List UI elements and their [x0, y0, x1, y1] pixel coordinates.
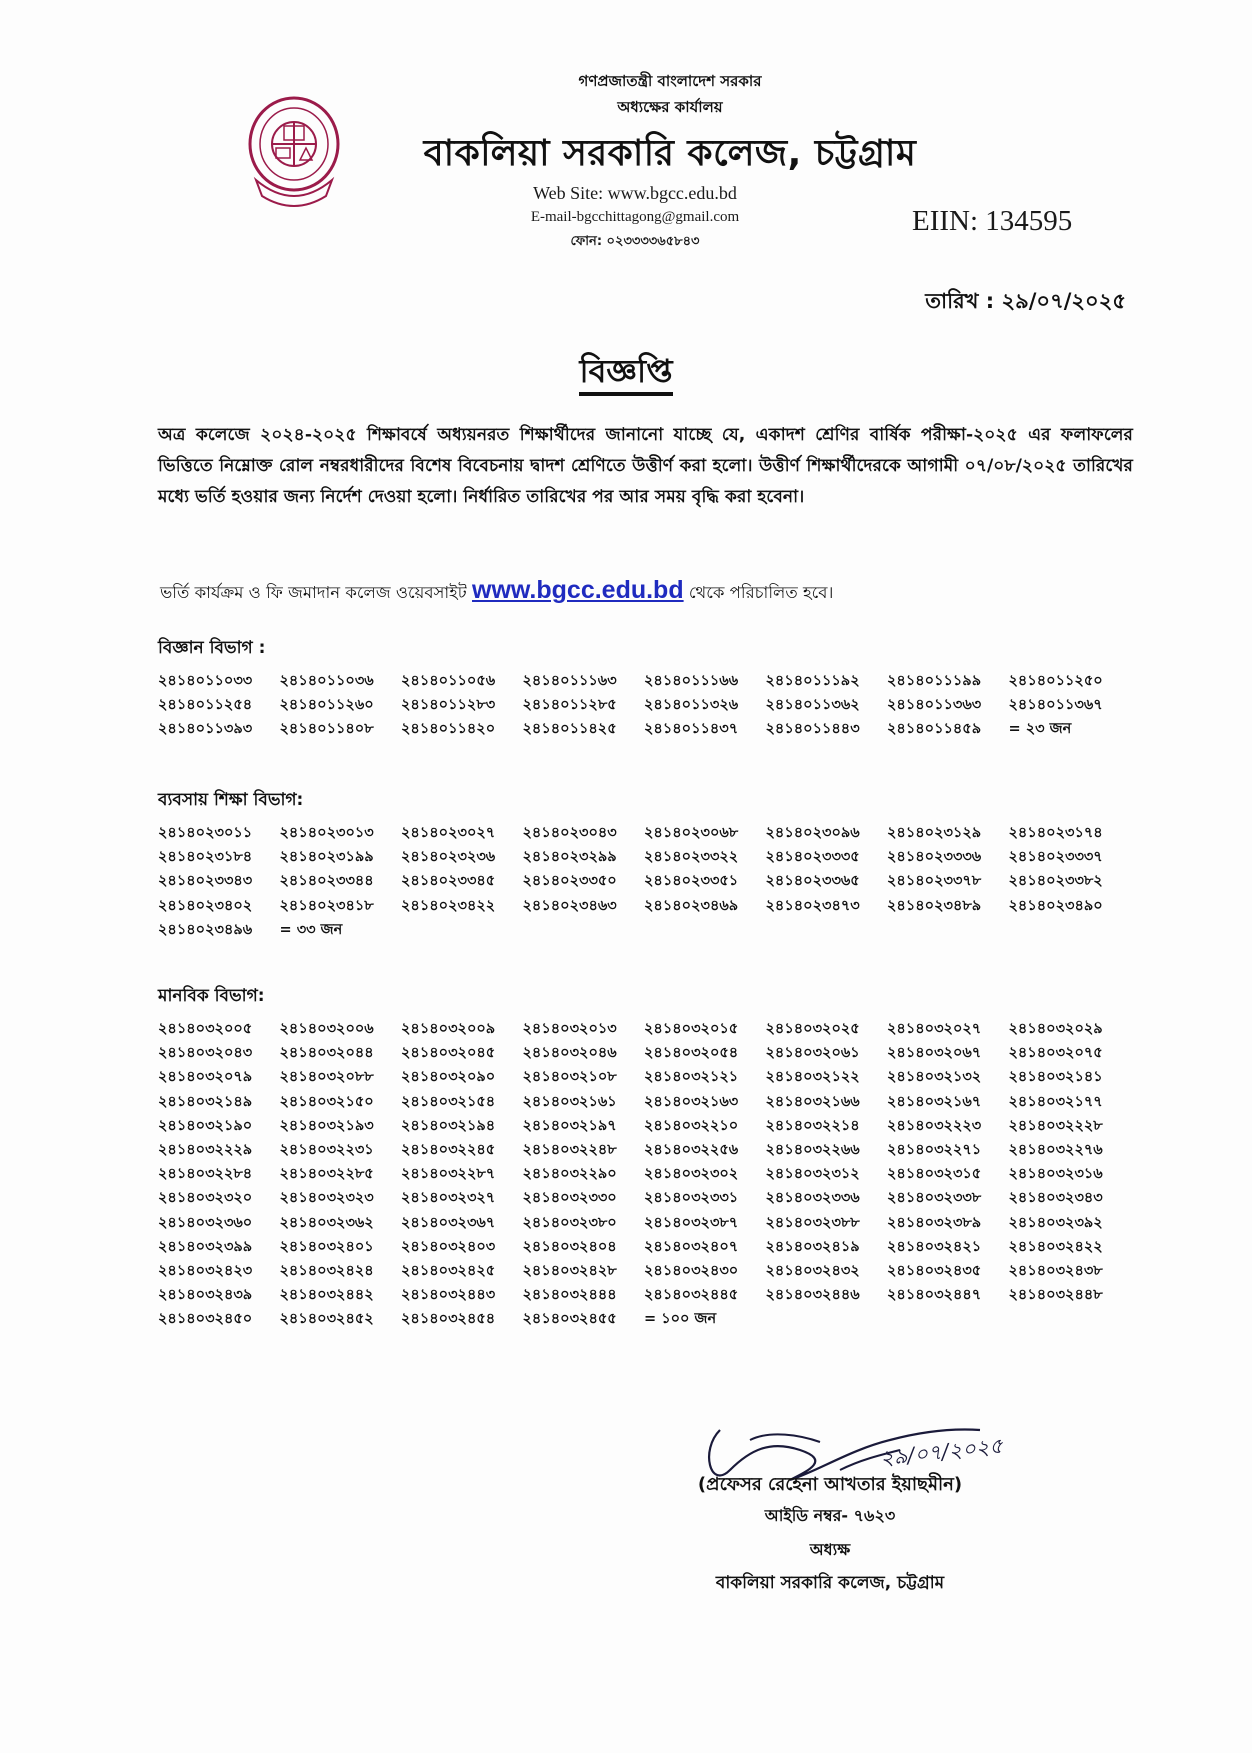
roll-number: ২৪১৪০২৩২৯৯ — [522, 849, 617, 866]
roll-number: ২৪১৪০৩২১৩২ — [887, 1069, 982, 1086]
roll-number: ২৪১৪০৩২৪২২ — [1008, 1238, 1103, 1255]
roll-number: ২৪১৪০১১৩৬৭ — [1008, 697, 1103, 714]
roll-number: ২৪১৪০৩২২৭১ — [887, 1142, 982, 1159]
roll-number: ২৪১৪০১১১৯২ — [765, 673, 860, 689]
roll-number: ২৪১৪০৩২১০৮ — [522, 1069, 617, 1086]
roll-number: ২৪১৪০৩২৪৫৫ — [522, 1311, 617, 1328]
roll-number: ২৪১৪০৩২১৯৩ — [279, 1117, 374, 1134]
roll-number: ২৪১৪০৩২৩৩৬ — [765, 1190, 860, 1207]
roll-number: ২৪১৪০৩২৩৪৩ — [1008, 1190, 1103, 1207]
roll-number: ২৪১৪০৩২০০৬ — [279, 1021, 374, 1037]
roll-number: ২৪১৪০৩২৪১৯ — [765, 1238, 860, 1255]
science-section — [158, 635, 1148, 742]
roll-number: ২৪১৪০৩২৪৩৫ — [887, 1263, 982, 1280]
roll-number: ২৪১৪০২৩০৪৩ — [522, 825, 617, 841]
roll-number: ২৪১৪০৩২৩৮৮ — [765, 1214, 860, 1231]
roll-number: ২৪১৪০৩২২২৮ — [1008, 1117, 1103, 1134]
roll-number: ২৪১৪০৩২২২৯ — [158, 1142, 253, 1159]
roll-number: ২৪১৪০২৩৩৪৩ — [158, 873, 253, 890]
roll-number: ২৪১৪০১১২৫৪ — [158, 697, 253, 714]
roll-number: ২৪১৪০৩২৪৪২ — [279, 1287, 374, 1304]
roll-number: ২৪১৪০৩২৩৮০ — [522, 1214, 617, 1231]
roll-number: ২৪১৪০৩২৩১২ — [765, 1166, 860, 1183]
roll-number: ২৪১৪০৩২১২২ — [765, 1069, 860, 1086]
roll-number: ২৪১৪০৩২৩৬০ — [158, 1214, 253, 1231]
notice-paragraph: অত্র কলেজে ২০২৪-২০২৫ শিক্ষাবর্ষে অধ্যয়নরত শিক্ষার্থীদের জানানো যাচ্ছে যে, একাদশ শ্রেণির বার্ষিক পরীক্ষা-২০২৫ এর ফলাফলের ভিত্তিতে নিম্নোক্ত রোল নম্বরধারীদের বিশেষ বিবেচনায় দ্বাদশ শ্রেণিতে উত্তীর্ণ করা হলো। উত্তীর্ণ শিক্ষার্থীদেরকে আগামী ০৭/০৮/২০২৫ তারিখের মধ্যে ভর্তি হওয়ার জন্য নির্দেশ দেওয়া হলো। নির্ধারিত তারিখের পর আর সময় বৃদ্ধি করা হবেনা। — [158, 425, 1133, 507]
roll-number: ২৪১৪০৩২১৬৭ — [887, 1093, 982, 1110]
government-name: গণপ্রজাতন্ত্রী বাংলাদেশ সরকার — [578, 72, 762, 90]
eiin-number: EIIN: 134595 — [912, 205, 1073, 237]
roll-number: ২৪১৪০২৩৪০২ — [158, 897, 253, 914]
roll-number: ২৪১৪০৩২০০৯ — [401, 1021, 496, 1037]
roll-number: ২৪১৪০৩২০৮৮ — [279, 1069, 374, 1086]
roll-number: ২৪১৪০৩২৪৩০ — [644, 1263, 739, 1280]
roll-number: ২৪১৪০১১৩৬২ — [765, 697, 860, 714]
humanities-roll-list — [158, 1017, 1148, 1332]
roll-number: ২৪১৪০২৩৪১৮ — [279, 897, 374, 914]
roll-number: ২৪১৪০১১০৫৬ — [401, 673, 496, 689]
roll-number: ২৪১৪০৩২২১৪ — [765, 1117, 860, 1134]
signatory-name: (প্রফেসর রেহেনা আখতার ইয়াছমীন) — [697, 1474, 963, 1495]
humanities-total: = ১০০ জন — [644, 1311, 717, 1328]
roll-number: ২৪১৪০৩২০২৯ — [1008, 1021, 1103, 1037]
roll-number: ২৪১৪০৩২৩২৩ — [279, 1190, 374, 1207]
roll-number: ২৪১৪০২৩১৭৪ — [1008, 825, 1103, 841]
roll-number: ২৪১৪০২৩৩৩৭ — [1008, 849, 1103, 866]
roll-number: ২৪১৪০২৩৪৭৩ — [765, 897, 860, 914]
college-seal-icon — [246, 92, 342, 214]
roll-number: ২৪১৪০৩২১৬৩ — [644, 1093, 739, 1110]
roll-number: ২৪১৪০৩২৪৪৩ — [401, 1287, 496, 1304]
roll-number: ২৪১৪০৩২৪২৫ — [401, 1263, 496, 1280]
signatory-designation: অধ্যক্ষ — [809, 1540, 851, 1559]
admission-paragraph — [160, 575, 1120, 608]
website-text: Web Site: www.bgcc.edu.bd — [533, 183, 737, 203]
roll-number: ২৪১৪০১১৩৬৩ — [887, 697, 982, 714]
roll-number: ২৪১৪০৩২৩৩০ — [522, 1190, 617, 1207]
roll-number: ২৪১৪০৩২৪৪৫ — [644, 1287, 739, 1304]
roll-number: ২৪১৪০১১৩৯৩ — [158, 721, 253, 738]
roll-number: ২৪১৪০৩২৪২৮ — [522, 1263, 617, 1280]
roll-number: ২৪১৪০৩২২৪৮ — [522, 1142, 617, 1159]
roll-number: ২৪১৪০৩২১৪৯ — [158, 1093, 253, 1110]
roll-number: ২৪১৪০৩২২৬৬ — [765, 1142, 860, 1159]
college-name: বাকলিয়া সরকারি কলেজ, চট্টগ্রাম — [423, 133, 917, 174]
roll-number: ২৪১৪০২৩১৯৯ — [279, 849, 374, 866]
roll-number: ২৪১৪০৩২১৯০ — [158, 1117, 253, 1134]
roll-number: ২৪১৪০৩২৩২৭ — [401, 1190, 496, 1207]
roll-number: ২৪১৪০১১৪২০ — [401, 721, 496, 738]
signature-date: ২৯/০৭/২০২৫ — [878, 1433, 1005, 1471]
roll-number: ২৪১৪০১১১৬৬ — [644, 673, 739, 689]
roll-number: ২৪১৪০৩২৩১৬ — [1008, 1166, 1103, 1183]
roll-number: ২৪১৪০৩২৪০৪ — [522, 1238, 617, 1255]
roll-number: ২৪১৪০৩২২৯০ — [522, 1166, 617, 1183]
roll-number: ২৪১৪০৩২৩৩১ — [644, 1190, 739, 1207]
signatory-id: আইডি নম্বর- ৭৬২৩ — [764, 1506, 896, 1525]
roll-number: ২৪১৪০২৩৩৫১ — [644, 873, 739, 890]
roll-number: ২৪১৪০৩২৪০৩ — [401, 1238, 496, 1255]
roll-number: ২৪১৪০৩২২৮৫ — [279, 1166, 374, 1183]
business-roll-list — [158, 821, 1148, 942]
roll-number: ২৪১৪০৩২০৭৫ — [1008, 1045, 1103, 1062]
roll-number: ২৪১৪০২৩১৮৪ — [158, 849, 253, 866]
roll-number: ২৪১৪০৩২২৮৪ — [158, 1166, 253, 1183]
roll-number: ২৪১৪০৩২৪৪৬ — [765, 1287, 860, 1304]
roll-number: ২৪১৪০২৩৩৫০ — [522, 873, 617, 890]
roll-number: ২৪১৪০১১৩২৬ — [644, 697, 739, 714]
roll-number: ২৪১৪০৩২৪৪৪ — [522, 1287, 617, 1304]
roll-number: ২৪১৪০৩২৩৩৮ — [887, 1190, 982, 1207]
roll-number: ২৪১৪০৩২৪৫৪ — [401, 1311, 496, 1328]
roll-number: ২৪১৪০৩২৩৯২ — [1008, 1214, 1103, 1231]
roll-number: ২৪১৪০৩২২৭৬ — [1008, 1142, 1103, 1159]
roll-number: ২৪১৪০৩২১৪১ — [1008, 1069, 1103, 1086]
roll-number: ২৪১৪০৩২০৬৭ — [887, 1045, 982, 1062]
roll-number: ২৪১৪০২৩৩৮২ — [1008, 873, 1103, 890]
roll-number: ২৪১৪০২৩৪৮৯ — [887, 897, 982, 914]
roll-number: ২৪১৪০৩২০৪৩ — [158, 1045, 253, 1062]
roll-number: ২৪১৪০২৩৩৪৪ — [279, 873, 374, 890]
roll-number: ২৪১৪০১১২৮৫ — [522, 697, 617, 714]
roll-number: ২৪১৪০১১১৯৯ — [887, 673, 982, 689]
roll-number: ২৪১৪০৩২৩৮৭ — [644, 1214, 739, 1231]
roll-number: ২৪১৪০৩২৪৪৭ — [887, 1287, 982, 1304]
roll-number: ২৪১৪০৩২০৪৪ — [279, 1045, 374, 1062]
roll-number: ২৪১৪০২৩৩৭৮ — [887, 873, 982, 890]
roll-number: ২৪১৪০৩২০৪৫ — [401, 1045, 496, 1062]
roll-number: ২৪১৪০৩২২৫৬ — [644, 1142, 739, 1159]
roll-number: ২৪১৪০২৩৩৩৬ — [887, 849, 982, 866]
roll-number: ২৪১৪০৩২৪৩২ — [765, 1263, 860, 1280]
roll-number: ২৪১৪০৩২৪২১ — [887, 1238, 982, 1255]
roll-number: ২৪১৪০৩২২১০ — [644, 1117, 739, 1134]
roll-number: ২৪১৪০৩২১৫৪ — [401, 1093, 496, 1110]
roll-number: ২৪১৪০২৩০১১ — [158, 825, 253, 841]
roll-number: ২৪১৪০২৩০৯৬ — [765, 825, 860, 841]
notice-title — [0, 346, 1252, 400]
humanities-section — [158, 983, 1148, 1332]
roll-number: ২৪১৪০৩২৪৪৮ — [1008, 1287, 1103, 1304]
roll-number: ২৪১৪০৩২০৪৬ — [522, 1045, 617, 1062]
roll-number: ২৪১৪০৩২১৯৪ — [401, 1117, 496, 1134]
roll-number: ২৪১৪০৩২৪২৩ — [158, 1263, 253, 1280]
roll-number: ২৪১৪০১১২৫০ — [1008, 673, 1103, 689]
roll-number: ২৪১৪০৩২১২১ — [644, 1069, 739, 1086]
roll-number: ২৪১৪০৩২৪২৪ — [279, 1263, 374, 1280]
roll-number: ২৪১৪০২৩৪৬৯ — [644, 897, 739, 914]
roll-number: ২৪১৪০২৩৪২২ — [401, 897, 496, 914]
notice-title-text: বিজ্ঞপ্তি — [579, 352, 672, 396]
roll-number: ২৪১৪০২৩৪৯৬ — [158, 921, 253, 938]
roll-number: ২৪১৪০৩২৪৩৮ — [1008, 1263, 1103, 1280]
roll-number: ২৪১৪০২৩০২৭ — [401, 825, 496, 841]
roll-number: ২৪১৪০১১৪০৮ — [279, 721, 374, 738]
roll-number: ২৪১৪০৩২৩৯৯ — [158, 1238, 253, 1255]
roll-number: ২৪১৪০২৩৩৩৫ — [765, 849, 860, 866]
roll-number: ২৪১৪০১১০৩৩ — [158, 673, 253, 689]
roll-number: ২৪১৪০১১৪৩৭ — [644, 721, 739, 738]
roll-number: ২৪১৪০৩২৩৬৭ — [401, 1214, 496, 1231]
humanities-heading: মানবিক বিভাগ: — [158, 986, 265, 1006]
roll-number: ২৪১৪০১১২৮৩ — [401, 697, 496, 714]
notice-date: তারিখ : ২৯/০৭/২০২৫ — [925, 289, 1126, 313]
roll-number: ২৪১৪০২৩৩৬৫ — [765, 873, 860, 890]
roll-number: ২৪১৪০৩২৪৫২ — [279, 1311, 374, 1328]
roll-number: ২৪১৪০৩২১৬১ — [522, 1093, 617, 1110]
website-link[interactable]: www.bgcc.edu.bd — [472, 576, 684, 604]
roll-number: ২৪১৪০৩২৩৬২ — [279, 1214, 374, 1231]
roll-number: ২৪১৪০৩২১৭৭ — [1008, 1093, 1103, 1110]
roll-number: ২৪১৪০৩২২৪৫ — [401, 1142, 496, 1159]
roll-number: ২৪১৪০৩২২৮৭ — [401, 1166, 496, 1183]
roll-number: ২৪১৪০৩২০১৫ — [644, 1021, 739, 1037]
admission-text-after: থেকে পরিচালিত হবে। — [683, 583, 834, 602]
roll-number: ২৪১৪০১১০৩৬ — [279, 673, 374, 689]
roll-number: ২৪১৪০২৩১২৯ — [887, 825, 982, 841]
roll-number: ২৪১৪০২৩২৩৬ — [401, 849, 496, 866]
roll-number: ২৪১৪০৩২৩০২ — [644, 1166, 739, 1183]
science-heading: বিজ্ঞান বিভাগ : — [158, 638, 266, 658]
business-heading: ব্যবসায় শিক্ষা বিভাগ: — [158, 790, 304, 810]
roll-number: ২৪১৪০৩২১৬৬ — [765, 1093, 860, 1110]
roll-number: ২৪১৪০৩২৪০১ — [279, 1238, 374, 1255]
email-text: E-mail-bgcchittagong@gmail.com — [530, 209, 740, 225]
roll-number: ২৪১৪০৩২১৫০ — [279, 1093, 374, 1110]
roll-number: ২৪১৪০১১৪২৫ — [522, 721, 617, 738]
roll-number: ২৪১৪০১১১৬৩ — [522, 673, 617, 689]
business-total: = ৩৩ জন — [279, 921, 343, 938]
roll-number: ২৪১৪০৩২০২৫ — [765, 1021, 860, 1037]
roll-number: ২৪১৪০১১৪৪৩ — [765, 721, 860, 738]
science-roll-list — [158, 669, 1148, 742]
signatory-college: বাকলিয়া সরকারি কলেজ, চট্টগ্রাম — [715, 1573, 945, 1593]
roll-number: ২৪১৪০৩২৩১৫ — [887, 1166, 982, 1183]
admission-text-before: ভর্তি কার্যক্রম ও ফি জমাদান কলেজ ওয়েবসাইট — [160, 583, 473, 602]
roll-number: ২৪১৪০২৩৪৯০ — [1008, 897, 1103, 914]
roll-number: ২৪১৪০৩২০২৭ — [887, 1021, 982, 1037]
science-total: = ২৩ জন — [1008, 721, 1072, 738]
roll-number: ২৪১৪০২৩৪৬৩ — [522, 897, 617, 914]
business-section — [158, 787, 1148, 942]
roll-number: ২৪১৪০৩২০১৩ — [522, 1021, 617, 1037]
roll-number: ২৪১৪০২৩৩২২ — [644, 849, 739, 866]
roll-number: ২৪১৪০৩২৩৮৯ — [887, 1214, 982, 1231]
roll-number: ২৪১৪০৩২৪৫০ — [158, 1311, 253, 1328]
roll-number: ২৪১৪০৩২০৫৪ — [644, 1045, 739, 1062]
roll-number: ২৪১৪০২৩০১৩ — [279, 825, 374, 841]
roll-number: ২৪১৪০৩২২২৩ — [887, 1117, 982, 1134]
roll-number: ২৪১৪০২৩৩৪৫ — [401, 873, 496, 890]
roll-number: ২৪১৪০৩২০৭৯ — [158, 1069, 253, 1086]
roll-number: ২৪১৪০৩২২৩১ — [279, 1142, 374, 1159]
roll-number: ২৪১৪০৩২৪৩৯ — [158, 1287, 253, 1304]
roll-number: ২৪১৪০২৩০৬৮ — [644, 825, 739, 841]
roll-number: ২৪১৪০৩২৪০৭ — [644, 1238, 739, 1255]
roll-number: ২৪১৪০৩২০৯০ — [401, 1069, 496, 1086]
roll-number: ২৪১৪০৩২১৯৭ — [522, 1117, 617, 1134]
roll-number: ২৪১৪০১১৪৫৯ — [887, 721, 982, 738]
roll-number: ২৪১৪০৩২৩২০ — [158, 1190, 253, 1207]
office-name: অধ্যক্ষের কার্যালয় — [617, 98, 723, 116]
roll-number: ২৪১৪০১১২৬০ — [279, 697, 374, 714]
roll-number: ২৪১৪০৩২০০৫ — [158, 1021, 253, 1037]
phone-text: ফোন: ০২৩৩৩৩৬৫৮৪৩ — [570, 234, 700, 249]
roll-number: ২৪১৪০৩২০৬১ — [765, 1045, 860, 1062]
